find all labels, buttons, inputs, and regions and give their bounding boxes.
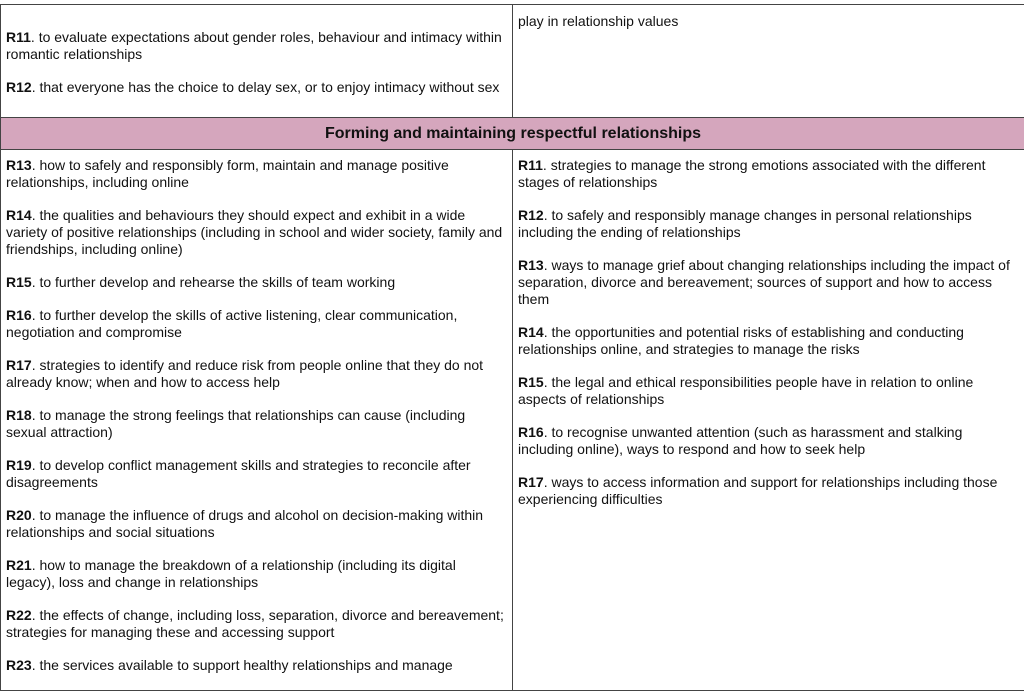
- table-row: [1, 150, 1024, 691]
- objective-text: . to recognise unwanted attention (such as harassment and stalking including online), ways to respond and how to seek help: [518, 424, 963, 457]
- curriculum-table: [0, 4, 1024, 691]
- objective-code: R13: [518, 257, 544, 273]
- objective-item: [6, 557, 506, 591]
- objective-code: R15: [6, 274, 32, 290]
- objective-item: [518, 257, 1019, 308]
- table-row: [1, 5, 1024, 118]
- objective-code: R15: [518, 374, 544, 390]
- objective-code: R11: [6, 29, 31, 45]
- objective-code: R22: [6, 607, 32, 623]
- objective-code: R12: [6, 79, 32, 95]
- objective-item: [6, 207, 506, 258]
- objective-item: [6, 79, 506, 96]
- objective-code: R17: [518, 474, 544, 490]
- objective-item: [6, 157, 506, 191]
- objective-text: . how to safely and responsibly form, maintain and manage positive relationships, including online: [6, 157, 449, 190]
- top-right-cell: [513, 5, 1024, 118]
- objective-item: [6, 357, 506, 391]
- objective-text: . that everyone has the choice to delay sex, or to enjoy intimacy without sex: [31, 79, 500, 95]
- objective-text: . ways to access information and support for relationships including those experiencing difficulties: [518, 474, 998, 507]
- objective-item: [518, 474, 1019, 508]
- main-right-cell: [513, 150, 1024, 691]
- top-left-cell: [1, 5, 513, 118]
- objective-text: . to further develop and rehearse the skills of team working: [31, 274, 396, 290]
- objective-text: . strategies to manage the strong emotions associated with the different stages of relationships: [518, 157, 986, 190]
- objective-item: [6, 407, 506, 441]
- objective-text: . the effects of change, including loss, separation, divorce and bereavement; strategies for managing these and accessing support: [6, 607, 504, 640]
- objective-code: R14: [6, 207, 32, 223]
- objective-text: . to manage the influence of drugs and alcohol on decision-making within relationships and social situations: [6, 507, 484, 540]
- section-header: Forming and maintaining respectful relationships: [1, 118, 1024, 150]
- objective-item: [518, 207, 1019, 241]
- objective-item: [6, 307, 506, 341]
- objective-item: [6, 507, 506, 541]
- objective-text: . to safely and responsibly manage changes in personal relationships including the ending of relationships: [518, 207, 972, 240]
- objective-item: [6, 274, 506, 291]
- objective-text: . to develop conflict management skills and strategies to reconcile after disagreements: [6, 457, 471, 490]
- objective-code: R13: [6, 157, 32, 173]
- objective-code: R16: [518, 424, 544, 440]
- objective-code: R12: [518, 207, 544, 223]
- objective-text: . to manage the strong feelings that relationships can cause (including sexual attraction): [6, 407, 466, 440]
- objective-text: . the legal and ethical responsibilities people have in relation to online aspects of relationships: [518, 374, 974, 407]
- objective-code: R18: [6, 407, 32, 423]
- objective-item: [518, 374, 1019, 408]
- section-header-row: [1, 118, 1024, 150]
- continuation-text: play in relationship values: [518, 13, 679, 29]
- objective-code: R14: [518, 324, 544, 340]
- objective-code: R21: [6, 557, 32, 573]
- objective-item: [518, 424, 1019, 458]
- objective-item: [6, 29, 506, 63]
- objective-item: [6, 607, 506, 641]
- objective-code: R17: [6, 357, 32, 373]
- objective-code: R19: [6, 457, 32, 473]
- objective-text: . to further develop the skills of active listening, clear communication, negotiation and compromise: [6, 307, 458, 340]
- objective-code: R11: [518, 157, 543, 173]
- objective-code: R23: [6, 657, 32, 673]
- objective-text: . to evaluate expectations about gender roles, behaviour and intimacy within romantic relationships: [6, 29, 502, 62]
- objective-text: . the services available to support healthy relationships and manage: [31, 657, 453, 673]
- main-left-cell: [1, 150, 513, 691]
- objective-item: [518, 324, 1019, 358]
- objective-text: . strategies to identify and reduce risk from people online that they do not already know; when and how to access help: [6, 357, 484, 390]
- objective-item: [6, 657, 506, 674]
- objective-code: R16: [6, 307, 32, 323]
- objective-text: . how to manage the breakdown of a relationship (including its digital legacy), loss and change in relationships: [6, 557, 456, 590]
- objective-text: . ways to manage grief about changing relationships including the impact of separation, divorce and bereavement; sources of support and how to access them: [518, 257, 1010, 307]
- objective-item: [518, 157, 1019, 191]
- objective-text: . the opportunities and potential risks of establishing and conducting relationships online, and strategies to manage the risks: [518, 324, 964, 357]
- objective-code: R20: [6, 507, 32, 523]
- objective-text: . the qualities and behaviours they should expect and exhibit in a wide variety of positive relationships (including in school and wider society, family and friendships, including online): [6, 207, 503, 257]
- objective-item: [6, 457, 506, 491]
